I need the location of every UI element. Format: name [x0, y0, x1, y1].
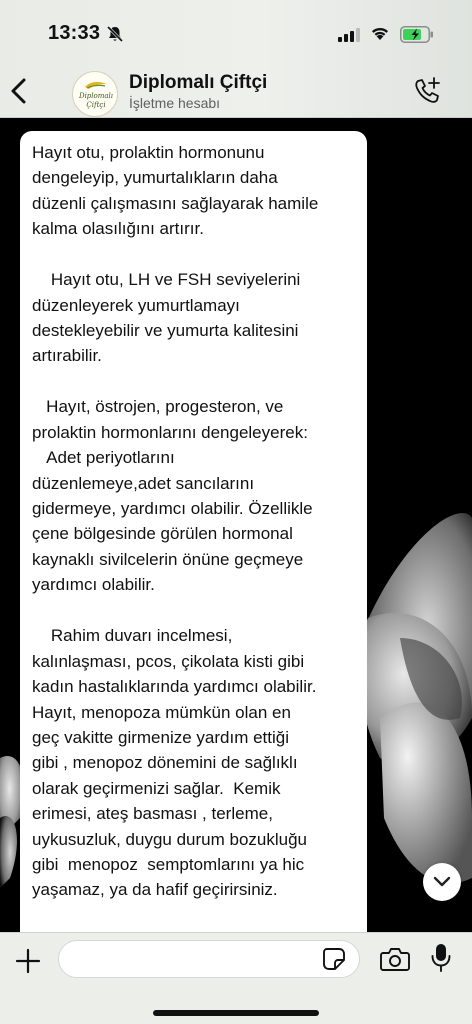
- message-input[interactable]: [58, 940, 360, 978]
- wifi-icon: [370, 25, 390, 41]
- battery-icon: [400, 26, 434, 43]
- status-time: 13:33: [48, 22, 101, 44]
- avatar-text-line2: Çiftçi: [86, 101, 106, 109]
- signal-icon: [338, 28, 360, 42]
- sticker-icon[interactable]: [322, 947, 346, 971]
- chevron-down-icon: [433, 875, 451, 889]
- chat-header: [0, 0, 472, 118]
- message-bubble[interactable]: [20, 131, 367, 932]
- contact-subtitle: İşletme hesabı: [129, 95, 221, 111]
- avatar-text-line1: Diplomalı: [78, 92, 114, 100]
- home-indicator: [153, 1010, 319, 1016]
- status-bar: [0, 0, 472, 64]
- message-paragraph: Hayıt otu, LH ve FSH seviyelerini düzenleyerek yumurtlamayı destekleyebilir ve yumurta kalitesini artırabilir.: [32, 270, 301, 366]
- avatar[interactable]: [72, 71, 118, 117]
- scroll-down-button[interactable]: [423, 863, 461, 901]
- message-paragraph: Rahim duvarı incelmesi, kalınlaşması, pcos, çikolata kisti gibi kadın hastalıklarında yardımcı olabilir. Hayıt, menopoza mümkün olan en geç vakitte girmenize yardım ettiği gibi , menopoz dönemini de sağlıklı olarak geçirmenizi sağlar. Kemik erimesi, ateş basması , terleme, uykusuzluk, duygu durum bozukluğu gibi menopoz semptomlarını ya hic yaşamaz, ya da hafif geçirirsiniz.: [32, 626, 317, 900]
- camera-icon[interactable]: [380, 946, 410, 972]
- plus-icon[interactable]: [14, 947, 42, 975]
- contact-name[interactable]: Diplomalı Çiftçi: [129, 72, 268, 93]
- message-paragraph: Hayıt, östrojen, progesteron, ve prolaktin hormonlarını dengeleyerek: Adet periyotlarını düzenlemeye,adet sancılarını gidermeye, yardımcı olabilir. Özellikle çene bölgesinde görülen hormonal kaynaklı sivilcelerin önüne geçmeye yardımcı olabilir.: [32, 397, 313, 595]
- message-paragraph: Hayıt otu, prolaktin hormonunu dengeleyip, yumurtalıkların daha düzenli çalışmasını sağlayarak hamile kalma olasılığını artırır.: [32, 143, 319, 239]
- bell-muted-icon: [106, 25, 124, 43]
- composer-bar: [0, 932, 472, 1024]
- phone-add-icon[interactable]: [412, 76, 442, 106]
- back-button[interactable]: [8, 76, 30, 106]
- microphone-icon[interactable]: [431, 943, 451, 973]
